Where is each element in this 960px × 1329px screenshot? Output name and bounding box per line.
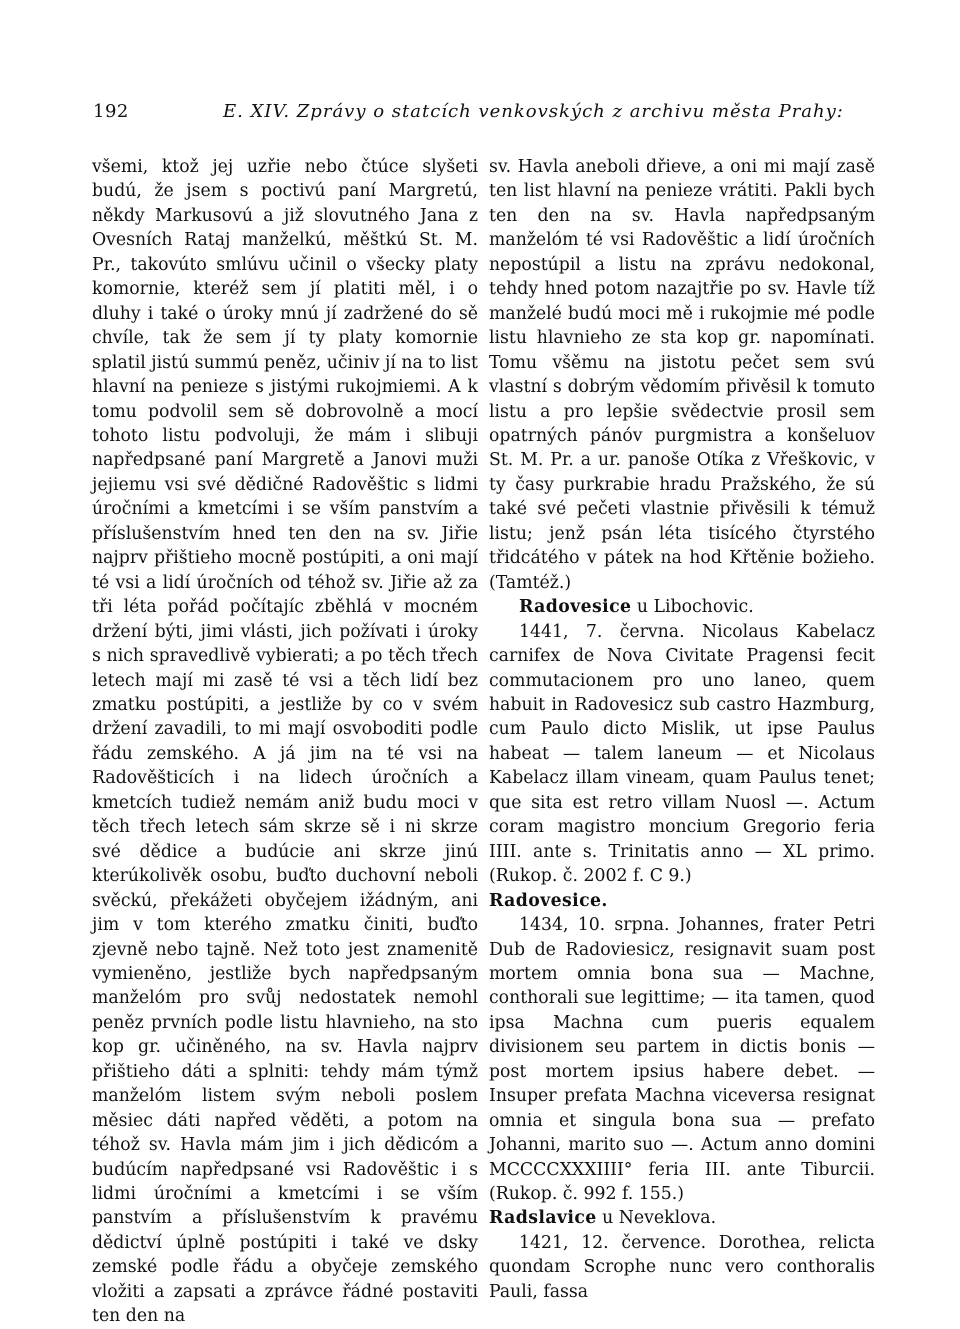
entry-heading-location: u Libochovic. [631, 597, 754, 618]
running-title: E. XIV. Zprávy o statcích venkovských z archivu města Prahy: [223, 101, 844, 122]
entry-paragraph: 1421, 12. července. Dorothea, relicta quondam Scrophe nunc vero conthoralis Pauli, fassa [489, 1232, 875, 1302]
entry-heading-name: Radslavice [489, 1208, 597, 1229]
entry-paragraph: 1434, 10. srpna. Johannes, frater Petri Dub de Radoviesicz, resignavit suam post mortem omnia bona sua — Machne, conthorali sue legittime; — ita tamen, quod ipsa Machna cum pueris equalem divisionem seu partem in dictis bonis — post mortem ipsius habere debet. — Insuper prefata Machna viceversa resignat omnia et singula bona sua — prefato Johanni, marito suo —. Actum anno domini MCCCCXXXIIII° feria III. ante Tiburcii. (Rukop. č. 992 f. 155.) [489, 915, 875, 1205]
page-number: 192 [93, 101, 129, 122]
entry-heading-radslavice [489, 1206, 875, 1230]
paragraph-continued: všemi, ktož jej uzřie nebo čtúce slyšeti budú, že jsem s poctivú paní Margretú, někdy Markusovú a již slovutného Jana z Ovesních Rataj manželkú, měštkú St. M. Pr., takovúto smlúvu učinil o všecky platy komornie, kteréž sem jí platiti měl, i o dluhy i také o úroky mnú jí zadržené do sě chvíle, tak že sem jí ty platy komornie splatil jistú summú peněz, učiniv jí na to list hlavní na penieze s jistými rukojmiemi. A k tomu podvolil sem sě dobrovolně a mocí tohoto listu podvoluji, že mám i slibuji napředpsané paní Margretě a Janovi muži jejiemu vsi své dědičné Radověštic s lidmi úročními a kmetcími i se vším panstvím a příslušenstvím hned ten den na sv. Jiřie najprv přištieho mocně postúpiti, a oni mají té vsi a lidí úročních od téhož sv. Jiřie až za tři léta pořád počítajíc zběhlá v mocném držení býti, jimi vlásti, jich požívati i úroky s nich spravedlivě vybierati; a po těch třech letech mají mi zasě té vsi a těch lidí bez zmatku postúpiti, a jestliže by co v svém držení zavadili, to mi mají osvoboditi podle řádu zemského. A já jim na té vsi na Radověšticích i na lidech úročních a kmetcích tudiež nemám aniž budu moci v těch třech letech sám skrze sě i ni skrze své dědice a budúcie ani skrze jinú kterúkolivěk osobu, buďto duchovní neboli svěckú, překážeti obyčejem ižádným, ani jim v tom kterého zmatku činiti, buďto zjevně nebo tajně. Než toto jest znamenitě vymieněno, jestliže bych napředpsaným manželóm pro svůj nedostatek nemohl peněz prvních podle listu hlavnieho, na sto kop gr. učiněného, na sv. Havla najprv přištieho dáti a splniti: tehdy mám týmž manželóm listem svým neboli poslem měsiec dáti napřed věděti, a potom na téhož sv. Havla mám jim i jich dědicóm a budúcím napředpsané vsi Radověštic i s lidmi úročními a kmetcími i se vším panstvím a příslušenstvím k pravému dědictví úplně postúpiti i také ve dsky zemské podle řádu a obyčeje zemského vložiti a zapsati a zprávce řádné postaviti ten den na [92, 157, 478, 1327]
entry-heading-radovesice [489, 889, 875, 913]
paragraph-continued: sv. Havla aneboli dřieve, a oni mi mají zasě ten list hlavní na penieze vrátiti. Pakli bych ten den na sv. Havla napředpsaným manželóm té vsi Radověštic a lidí úročních nepostúpil a listu na zprávu nedokonal, tehdy hned potom nazajtřie po sv. Havle tíž manželé budú moci mě i rukojmie mé podle listu hlavnieho ze sta kop gr. napomínati. Tomu všěmu na jistotu pečet sem svú vlastní s dobrým vědomím přivěsil k tomuto listu a pro lepšie svědectvie prosil sem opatrných pánóv purgmistra a konšeluov St. M. Pr. a ur. panoše Otíka z Vřeškovic, v ty časy purkrabie hradu Pražského, že sú také své pečeti vlastnie přivěsili k témuž listu; jenž psán léta tisícého čtyrstého třidcátého v pátek na hod Křtěnie božieho. (Tamtéž.) [489, 157, 875, 593]
entry-heading-radovesice-libochovic [489, 595, 875, 619]
right-column [489, 155, 875, 1304]
entry-paragraph: 1441, 7. června. Nicolaus Kabelacz carnifex de Nova Civitate Pragensi fecit commutacionem pro uno laneo, quem habuit in Radovesicz sub castro Hazmburg, cum Paulo dicto Mislik, ut ipse Paulus habeat — talem laneum — et Nicolaus Kabelacz illam vineam, quam Paulus tenet; que sita est retro villam Nuosl —. Actum coram magistro moncium Gregorio feria IIII. ante s. Trinitatis anno — XL primo. (Rukop. č. 2002 f. C 9.) [489, 621, 875, 887]
entry-heading-name: Radovesice. [489, 890, 608, 911]
entry-heading-name: Radovesice [519, 597, 632, 618]
page-header [93, 98, 873, 126]
entry-heading-location: u Neveklova. [596, 1208, 717, 1229]
left-column [92, 155, 478, 1329]
